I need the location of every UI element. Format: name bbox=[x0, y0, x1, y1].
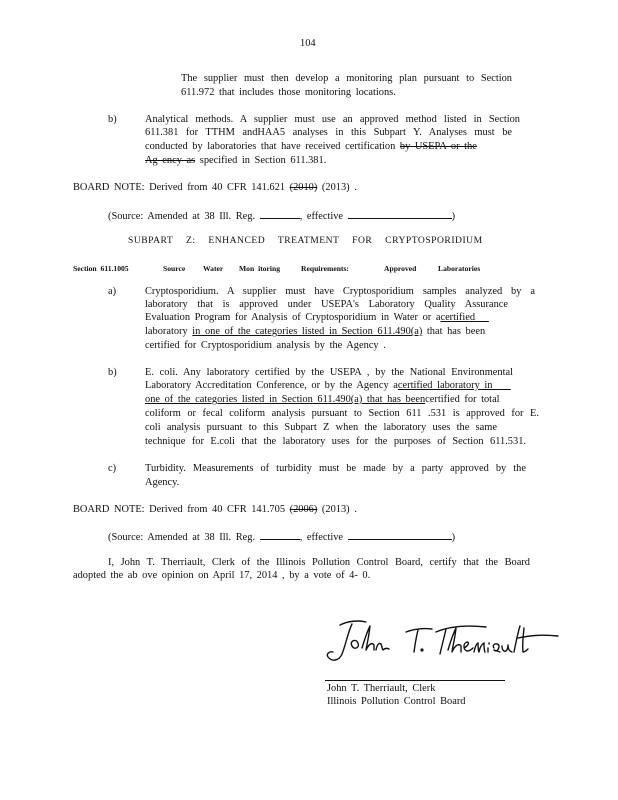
paragraph-line: Agency. bbox=[145, 477, 180, 488]
paragraph-line: Ag ency as specified in Section 611.381. bbox=[145, 155, 327, 166]
section-title-word: Mon itoring bbox=[239, 264, 281, 273]
paragraph-line: Evaluation Program for Analysis of Cryptosporidium in Water or acertified bbox=[145, 312, 476, 323]
paragraph-line: 611.972 that includes those monitoring locations. bbox=[181, 87, 396, 98]
source-line: (Source: Amended at 38 Ill. Reg. , effective ) bbox=[108, 529, 455, 544]
source-line: (Source: Amended at 38 Ill. Reg. , effective ) bbox=[108, 208, 455, 223]
paragraph-line: conducted by laboratories that have received certification by USEPA or the bbox=[145, 141, 477, 152]
paragraph-line: laboratory that is approved under USEPA's Laboratory Quality Assurance bbox=[145, 299, 508, 310]
paragraph-line: E. coli. Any laboratory certified by the USEPA , by the National Environmental bbox=[145, 367, 513, 378]
item-label: a) bbox=[108, 286, 117, 297]
certification-line: adopted the ab ove opinion on April 17, 2014 , by a vote of 4- 0. bbox=[73, 570, 371, 581]
section-title-word: Water bbox=[203, 264, 224, 273]
signature-line bbox=[325, 680, 505, 681]
item-label: b) bbox=[108, 367, 117, 378]
section-title-word: Laboratories bbox=[438, 264, 481, 273]
board-note: BOARD NOTE: Derived from 40 CFR 141.621 (2010) (2013) . bbox=[73, 182, 357, 193]
signatory-name: John T. Therriault, Clerk bbox=[327, 683, 436, 694]
struck-text: (2006) bbox=[289, 504, 318, 515]
inserted-text: one of the categories listed in Section 611.490(a) that has been bbox=[145, 394, 426, 405]
paragraph-line: coli analysis pursuant to this Subpart Z when the laboratory uses the same bbox=[145, 422, 497, 433]
inserted-text: certified laboratory in bbox=[397, 380, 493, 391]
section-number: Section 611.1005 bbox=[73, 264, 129, 273]
blank-register-page bbox=[260, 529, 300, 540]
paragraph-line: certified for Cryptosporidium analysis by the Agency . bbox=[145, 340, 386, 351]
struck-text: by USEPA or the bbox=[399, 141, 477, 152]
section-title-word: Requirements: bbox=[301, 264, 349, 273]
paragraph-line: Cryptosporidium. A supplier must have Cryptosporidium samples analyzed by a bbox=[145, 286, 535, 297]
inserted-text: certified bbox=[440, 312, 476, 323]
paragraph-line: The supplier must then develop a monitoring plan pursuant to Section bbox=[181, 73, 512, 84]
paragraph-line: Laboratory Accreditation Conference, or by the Agency acertified laboratory in bbox=[145, 380, 493, 391]
blank-register-page bbox=[260, 208, 300, 219]
struck-text: (2010) bbox=[289, 182, 318, 193]
paragraph-line: coliform or fecal coliform analysis pursuant to Section 611 .531 is approved for E. bbox=[145, 408, 539, 419]
inserted-text: in one of the categories listed in Section 611.490(a) bbox=[192, 326, 423, 337]
blank-effective-date bbox=[348, 529, 452, 540]
blank-effective-date bbox=[348, 208, 452, 219]
certification-line: I, John T. Therriault, Clerk of the Illinois Pollution Control Board, certify that the Board bbox=[108, 557, 530, 568]
section-title-word: Approved bbox=[384, 264, 417, 273]
item-label: b) bbox=[108, 114, 117, 125]
paragraph-line: 611.381 for TTHM andHAA5 analyses in this Subpart Y. Analyses must be bbox=[145, 127, 512, 138]
board-note: BOARD NOTE: Derived from 40 CFR 141.705 (2006) (2013) . bbox=[73, 504, 357, 515]
struck-text: Ag ency as bbox=[145, 155, 196, 166]
item-label: c) bbox=[108, 463, 117, 474]
page-number: 104 bbox=[300, 38, 316, 49]
signatory-organization: Illinois Pollution Control Board bbox=[327, 696, 466, 707]
paragraph-line: one of the categories listed in Section 611.490(a) that has beencertified for total bbox=[145, 394, 500, 405]
subpart-heading: SUBPART Z: ENHANCED TREATMENT FOR CRYPTOSPORIDIUM bbox=[128, 235, 483, 246]
handwritten-signature bbox=[318, 612, 568, 668]
paragraph-line: Analytical methods. A supplier must use an approved method listed in Section bbox=[145, 114, 520, 125]
paragraph-line: technique for E.coli that the laboratory uses for the purposes of Section 611.531. bbox=[145, 436, 526, 447]
paragraph-line: Turbidity. Measurements of turbidity must be made by a party approved by the bbox=[145, 463, 526, 474]
paragraph-line: laboratory in one of the categories listed in Section 611.490(a) that has been bbox=[145, 326, 486, 337]
section-title-word: Source bbox=[163, 264, 186, 273]
